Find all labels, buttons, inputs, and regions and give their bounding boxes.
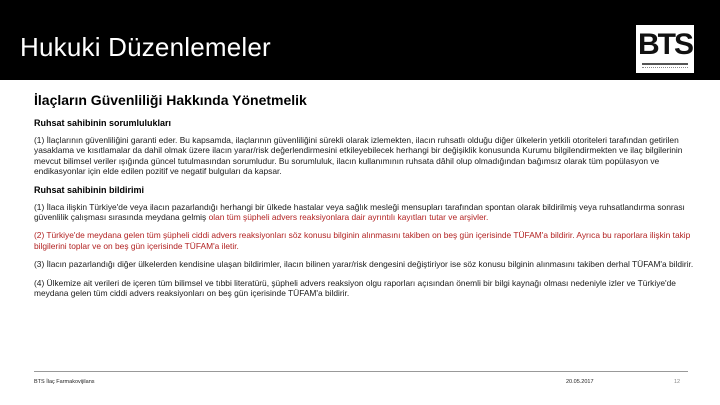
- notification-paragraph-1-highlight: olan tüm şüpheli advers reaksiyonlara dair ayrıntılı kayıtları tutar ve arşivler.: [208, 212, 489, 223]
- bts-logo: [636, 25, 694, 73]
- footer-page-number: 12: [674, 379, 681, 385]
- footer-divider: [34, 371, 688, 372]
- responsibilities-paragraph-1: (1) İlaçlarının güvenliliğini garanti eder. Bu kapsamda, ilaçlarının güvenliliğini sürekli olarak izlemekten, ilacın ruhsatlı olduğu diğer ülkelerin yetkili otoriteleri tarafından getirilen yasaklama ve kısıtlamalar da dahil olmak üzere ilacın yarar/risk değerlendirmesini etkileyebilecek herhangi bir değişiklik konusunda Kurumu bilgilendirmekten ve ilaç bilgilerinin mevcut bilimsel veriler ışığında güncel tutulmasından sorumludur. Bu sorumluluk, ilacın kullanımının ruhsata dâhil olup olmadığından bağımsız olarak tüm popülasyon ve endikasyonlar için elde edilen pozitif ve negatif bulguları da kapsar.: [34, 135, 683, 177]
- document-title: İlaçların Güvenliliği Hakkında Yönetmelik: [34, 92, 307, 108]
- notification-paragraph-1-text: (1) İlaca ilişkin Türkiye'de veya ilacın pazarlandığı herhangi bir ülkede hastalar veya sağlık mesleği mensupları tarafından spontan olarak bildirilmiş veya ruhsatlandırma sonrası güvenlilik çalışması sırasında meydana gelmiş: [34, 201, 685, 223]
- footer-date: 20.05.2017: [566, 379, 594, 385]
- section-heading-notification: Ruhsat sahibinin bildirimi: [34, 184, 145, 195]
- notification-paragraph-2: (2) Türkiye'de meydana gelen tüm şüpheli ciddi advers reaksiyonları söz konusu bilginin alınmasını takiben on beş gün içerisinde TÜFAM'a bildirir. Ayrıca bu raporlara ilişkin takip bilgilerini toplar ve on beş gün içerisinde TÜFAM'a iletir.: [34, 230, 691, 251]
- notification-paragraph-3: (3) İlacın pazarlandığı diğer ülkelerden kendisine ulaşan bildirimler, ilacın bilinen yarar/risk dengesini değiştiriyor ise söz konusu bilginin alınmasını takiben derhal TÜFAM'a bildirir.: [34, 259, 694, 270]
- section-heading-responsibilities: Ruhsat sahibinin sorumlulukları: [34, 118, 172, 128]
- logo-dots: [642, 67, 688, 70]
- notification-paragraph-4: (4) Ülkemize ait verileri de içeren tüm bilimsel ve tıbbi literatürü, şüpheli advers reaksiyon olgu raporları açısından önemli bir bilgi kaynağı olması nedeniyle izler ve Türkiye'de meydana gelen tüm ciddi advers reaksiyonları on beş gün içerisinde TÜFAM'a bildirir.: [34, 277, 676, 299]
- footer-company: BTS İlaç Farmakovijilans: [34, 379, 95, 385]
- slide-content: [34, 92, 694, 306]
- header-bar: [0, 0, 720, 80]
- logo-rule: [642, 63, 688, 65]
- notification-paragraph-1: [34, 202, 694, 223]
- page-title: Hukuki Düzenlemeler: [20, 32, 271, 62]
- logo-text: BTS: [638, 28, 692, 61]
